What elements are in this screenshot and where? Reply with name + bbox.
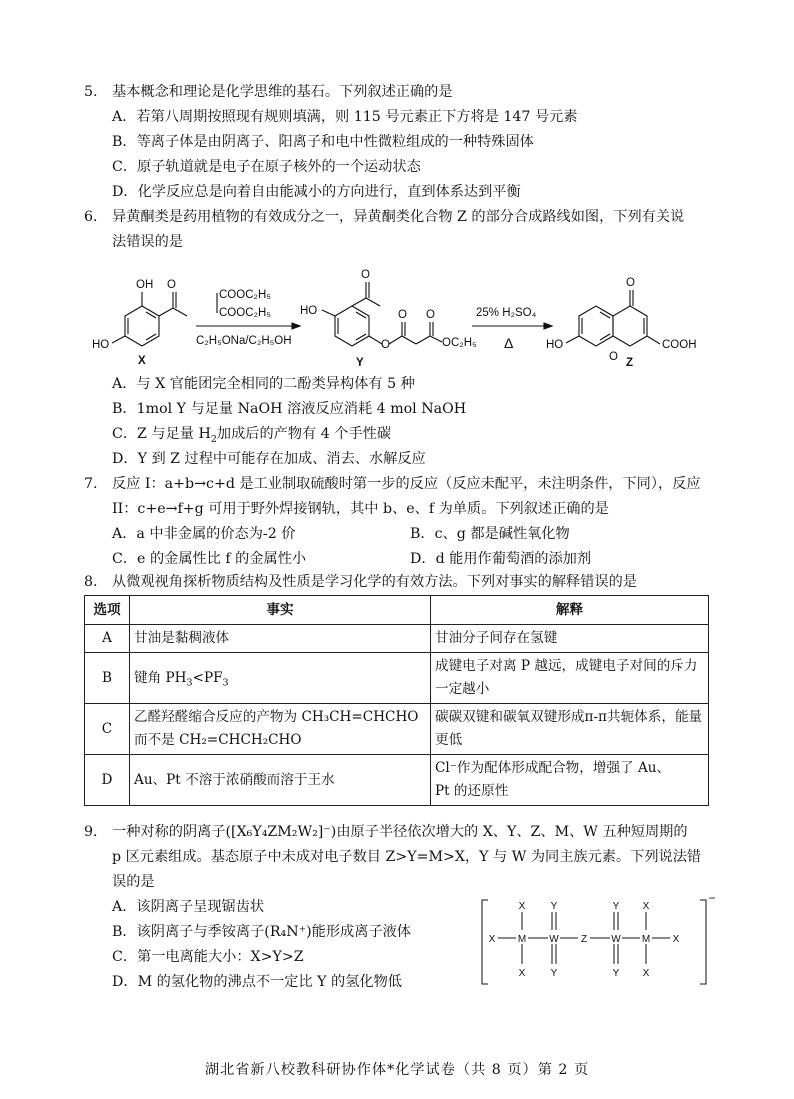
question-stem: 异黄酮类是药用植物的有效成分之一，异黄酮类化合物 Z 的部分合成路线如图，下列有关说 <box>112 209 685 225</box>
option-b: B．等离子体是由阴离子、阳离子和电中性微粒组成的一种特殊固体 <box>112 134 534 150</box>
reagent-label: 25% H₂SO₄ <box>476 307 537 319</box>
y-ho-label: HO <box>300 305 318 317</box>
charge-label: − <box>708 892 716 905</box>
z-ho-label: HO <box>546 339 564 351</box>
table-row <box>85 755 709 806</box>
explanation-cell: 甘油分子间存在氢键 <box>431 625 709 653</box>
option-d: D．Y 到 Z 过程中可能存在加成、消去、水解反应 <box>112 451 426 467</box>
option-a: A．若第八周期按照现有规则填满，则 115 号元素正下方将是 147 号元素 <box>112 109 578 125</box>
option-a: A．该阴离子呈现锯齿状 <box>112 899 265 915</box>
option-a: A．与 X 官能团完全相同的二酚类异构体有 5 种 <box>112 376 415 392</box>
fact-cell: 乙醛羟醛缩合反应的产物为 CH₃CH=CHCHO 而不是 CH₂=CHCH₂CHO <box>130 704 431 755</box>
option-d: D．d 能用作葡萄酒的添加剂 <box>410 551 592 567</box>
reagent-label: COOC₂H₅ <box>219 307 271 319</box>
atom-y: Y <box>550 901 558 912</box>
table-header-row <box>85 596 709 625</box>
page-footer: 湖北省新八校教科研协作体*化学试卷（共 8 页）第 2 页 <box>204 1062 590 1078</box>
question-number: 9. <box>84 824 98 840</box>
question-6 <box>84 205 724 255</box>
question-6-options <box>84 372 724 472</box>
atom-x: X <box>518 968 526 979</box>
atom-x: X <box>488 934 496 945</box>
y-oc2h5-label: OC₂H₅ <box>442 337 477 349</box>
question-5 <box>84 80 724 205</box>
facts-table <box>84 595 709 806</box>
atom-y: Y <box>612 968 620 979</box>
option-c: C．第一电离能大小：X>Y>Z <box>112 949 304 965</box>
column-header: 选项 <box>85 596 130 625</box>
y-o-label: O <box>381 339 390 351</box>
atom-w: W <box>549 934 559 945</box>
z-o-label: O <box>626 277 635 289</box>
option-cell: A <box>85 625 130 653</box>
atom-y: Y <box>550 968 558 979</box>
compound-y-label: Y <box>356 357 364 369</box>
reagent-label: COOC₂H₅ <box>219 289 271 301</box>
atom-m: M <box>517 934 527 945</box>
atom-z: Z <box>580 934 588 945</box>
question-number: 6. <box>84 209 98 225</box>
question-8 <box>84 570 724 595</box>
y-o-label: O <box>426 309 435 321</box>
question-stem: 从微观视角探析物质结构及性质是学习化学的有效方法。下列对事实的解释错误的是 <box>112 574 637 590</box>
z-o-label: O <box>609 351 618 363</box>
atom-x: X <box>672 934 680 945</box>
atom-x: X <box>642 901 650 912</box>
atom-m: M <box>641 934 651 945</box>
atom-y: Y <box>612 901 620 912</box>
explanation-cell: 成键电子对离 P 越远，成键电子对间的斥力一定越小 <box>431 653 709 704</box>
synthesis-scheme <box>84 266 724 374</box>
anion-structure <box>478 892 718 992</box>
option-b: B．c、g 都是碱性氧化物 <box>410 526 570 542</box>
question-number: 5. <box>84 84 98 100</box>
option-b: B．该阴离子与季铵离子(R₄N⁺)能形成离子液体 <box>112 924 411 940</box>
question-stem-cont: 误的是 <box>112 874 155 890</box>
heat-symbol: Δ <box>504 335 514 351</box>
fact-cell: Au、Pt 不溶于浓硝酸而溶于王水 <box>130 755 431 806</box>
option-cell: C <box>85 704 130 755</box>
table-row <box>85 704 709 755</box>
reagent-condition: C₂H₅ONa/C₂H₅OH <box>196 335 292 347</box>
question-stem-cont: 法错误的是 <box>112 234 183 250</box>
option-cell: D <box>85 755 130 806</box>
x-o-label: O <box>167 279 176 291</box>
table-row <box>85 653 709 704</box>
x-oh-label: OH <box>136 279 154 291</box>
column-header: 事实 <box>130 596 431 625</box>
x-ho-label: HO <box>92 339 110 351</box>
option-d: D．化学反应总是向着自由能减小的方向进行，直到体系达到平衡 <box>112 184 521 200</box>
question-number: 7. <box>84 476 98 492</box>
column-header: 解释 <box>431 596 709 625</box>
question-number: 8. <box>84 574 98 590</box>
option-a: A．a 中非金属的价态为-2 价 <box>112 526 296 542</box>
fact-cell: 甘油是黏稠液体 <box>130 625 431 653</box>
option-c: C．Z 与足量 $H_2$加成后的产物有 4 个手性碳 <box>112 426 392 445</box>
option-c: C．e 的金属性比 f 的金属性小 <box>112 551 307 567</box>
table-row <box>85 625 709 653</box>
y-o-label: O <box>398 309 407 321</box>
atom-w: W <box>611 934 621 945</box>
option-b: B．1mol Y 与足量 NaOH 溶液反应消耗 4 mol NaOH <box>112 401 467 417</box>
question-7 <box>84 472 724 572</box>
fact-cell: 键角 $PH_3<PF_3$ <box>130 653 431 704</box>
question-stem-cont: p 区元素组成。基态原子中未成对电子数目 Z>Y=M>X，Y 与 W 为同主族元素。下列说法错 <box>112 849 702 865</box>
atom-x: X <box>518 901 526 912</box>
question-stem: 基本概念和理论是化学思维的基石。下列叙述正确的是 <box>112 84 453 100</box>
option-d: D．M 的氢化物的沸点不一定比 Y 的氢化物低 <box>112 974 402 990</box>
atom-x: X <box>642 968 650 979</box>
y-o-label: O <box>361 269 370 281</box>
question-stem: 反应 I：a+b→c+d 是工业制取硫酸时第一步的反应（反应未配平，未注明条件，下同），反应 <box>112 476 701 492</box>
question-stem: 一种对称的阴离子([X₆Y₄ZM₂W₂]⁻)由原子半径依次增大的 X、Y、Z、M、W 五种短周期的 <box>112 824 688 840</box>
compound-x-label: X <box>138 355 146 367</box>
question-stem-cont: II：c+e→f+g 可用于野外焊接钢轨，其中 b、e、f 为单质。下列叙述正确的是 <box>112 501 609 517</box>
option-cell: B <box>85 653 130 704</box>
z-cooh-label: COOH <box>662 339 697 351</box>
option-c: C．原子轨道就是电子在原子核外的一个运动状态 <box>112 159 421 175</box>
explanation-cell: Cl⁻作为配体形成配合物，增强了 Au、 Pt 的还原性 <box>431 755 709 806</box>
explanation-cell: 碳碳双键和碳氧双键形成π-π共轭体系，能量更低 <box>431 704 709 755</box>
compound-z-label: Z <box>626 357 634 369</box>
